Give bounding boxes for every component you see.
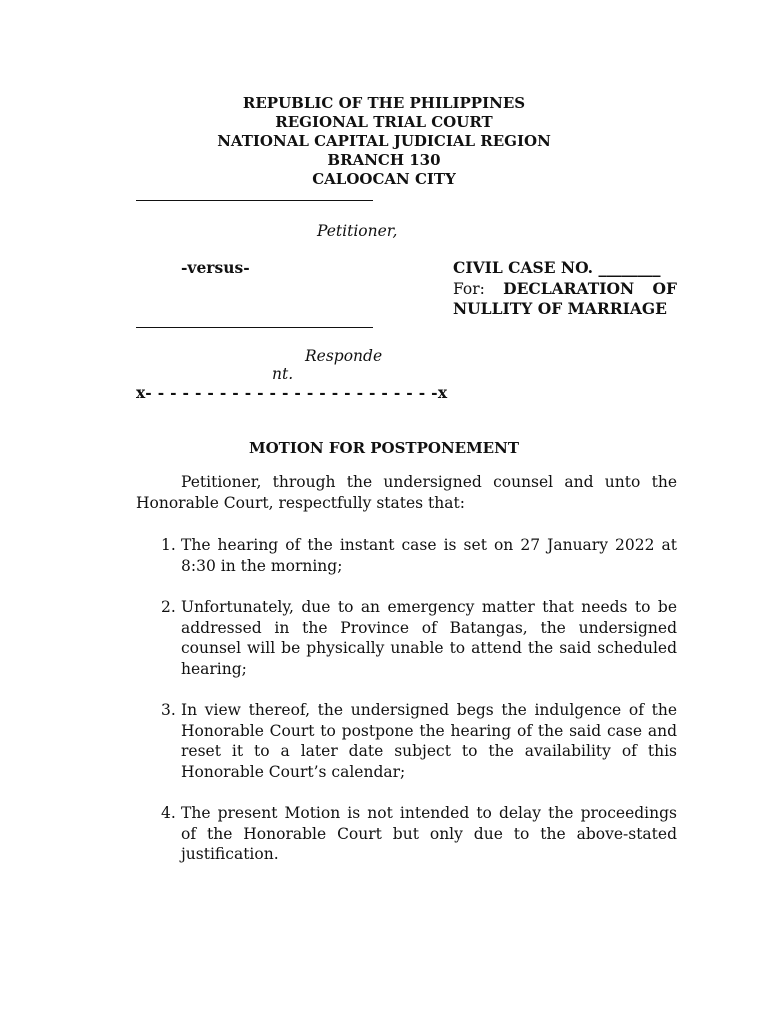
for-label: For:	[453, 279, 485, 298]
list-item-number: 1.	[161, 536, 176, 554]
civil-case-number: CIVIL CASE NO. ________	[453, 258, 661, 277]
respondent-name-blank	[136, 327, 373, 328]
list-item	[136, 597, 677, 679]
header-branch: BRANCH 130	[327, 151, 441, 169]
list-item-text: Unfortunately, due to an emergency matter that needs to be addressed in the Province of Batangas, the undersigned counsel will be physically unable to attend the said scheduled hearing;	[181, 598, 677, 678]
header-region: NATIONAL CAPITAL JUDICIAL REGION	[217, 132, 551, 150]
case-nature-line-1	[453, 279, 677, 300]
list-item-text: The present Motion is not intended to delay the proceedings of the Honorable Court but only due to the above-stated justification.	[181, 804, 677, 863]
list-item-text: In view thereof, the undersigned begs the indulgence of the Honorable Court to postpone the hearing of the said case and reset it to a later date subject to the availability of this Honorable Court’s calendar;	[181, 701, 677, 781]
case-nature-word-2: OF	[652, 278, 677, 298]
list-item	[136, 700, 677, 782]
list-item-number: 3.	[161, 701, 176, 719]
caption-separator: x- - - - - - - - - - - - - - - - - - - - - - - -x	[136, 383, 448, 402]
list-item-text: The hearing of the instant case is set on 27 January 2022 at 8:30 in the morning;	[181, 536, 677, 575]
header-court: REGIONAL TRIAL COURT	[275, 113, 493, 131]
respondent-label-part-2: nt.	[272, 365, 294, 383]
header-republic: REPUBLIC OF THE PHILIPPINES	[242, 94, 526, 112]
petitioner-label: Petitioner,	[317, 222, 398, 240]
list-item	[136, 535, 677, 576]
case-caption-block	[453, 258, 677, 320]
versus-label: -versus-	[181, 258, 250, 277]
numbered-list	[136, 535, 677, 886]
list-item-number: 2.	[161, 598, 176, 616]
respondent-label-part-1: Responde	[305, 347, 383, 365]
case-nature-word-1: DECLARATION	[503, 278, 635, 298]
petitioner-name-blank	[136, 200, 373, 201]
list-item	[136, 803, 677, 865]
list-item-number: 4.	[161, 804, 176, 822]
case-nature-line-2: NULLITY OF MARRIAGE	[453, 299, 667, 318]
document-title: MOTION FOR POSTPONEMENT	[249, 439, 519, 457]
court-header	[0, 94, 768, 189]
intro-paragraph: Petitioner, through the undersigned counsel and unto the Honorable Court, respectfully states that:	[136, 473, 677, 512]
header-city: CALOOCAN CITY	[312, 170, 456, 188]
